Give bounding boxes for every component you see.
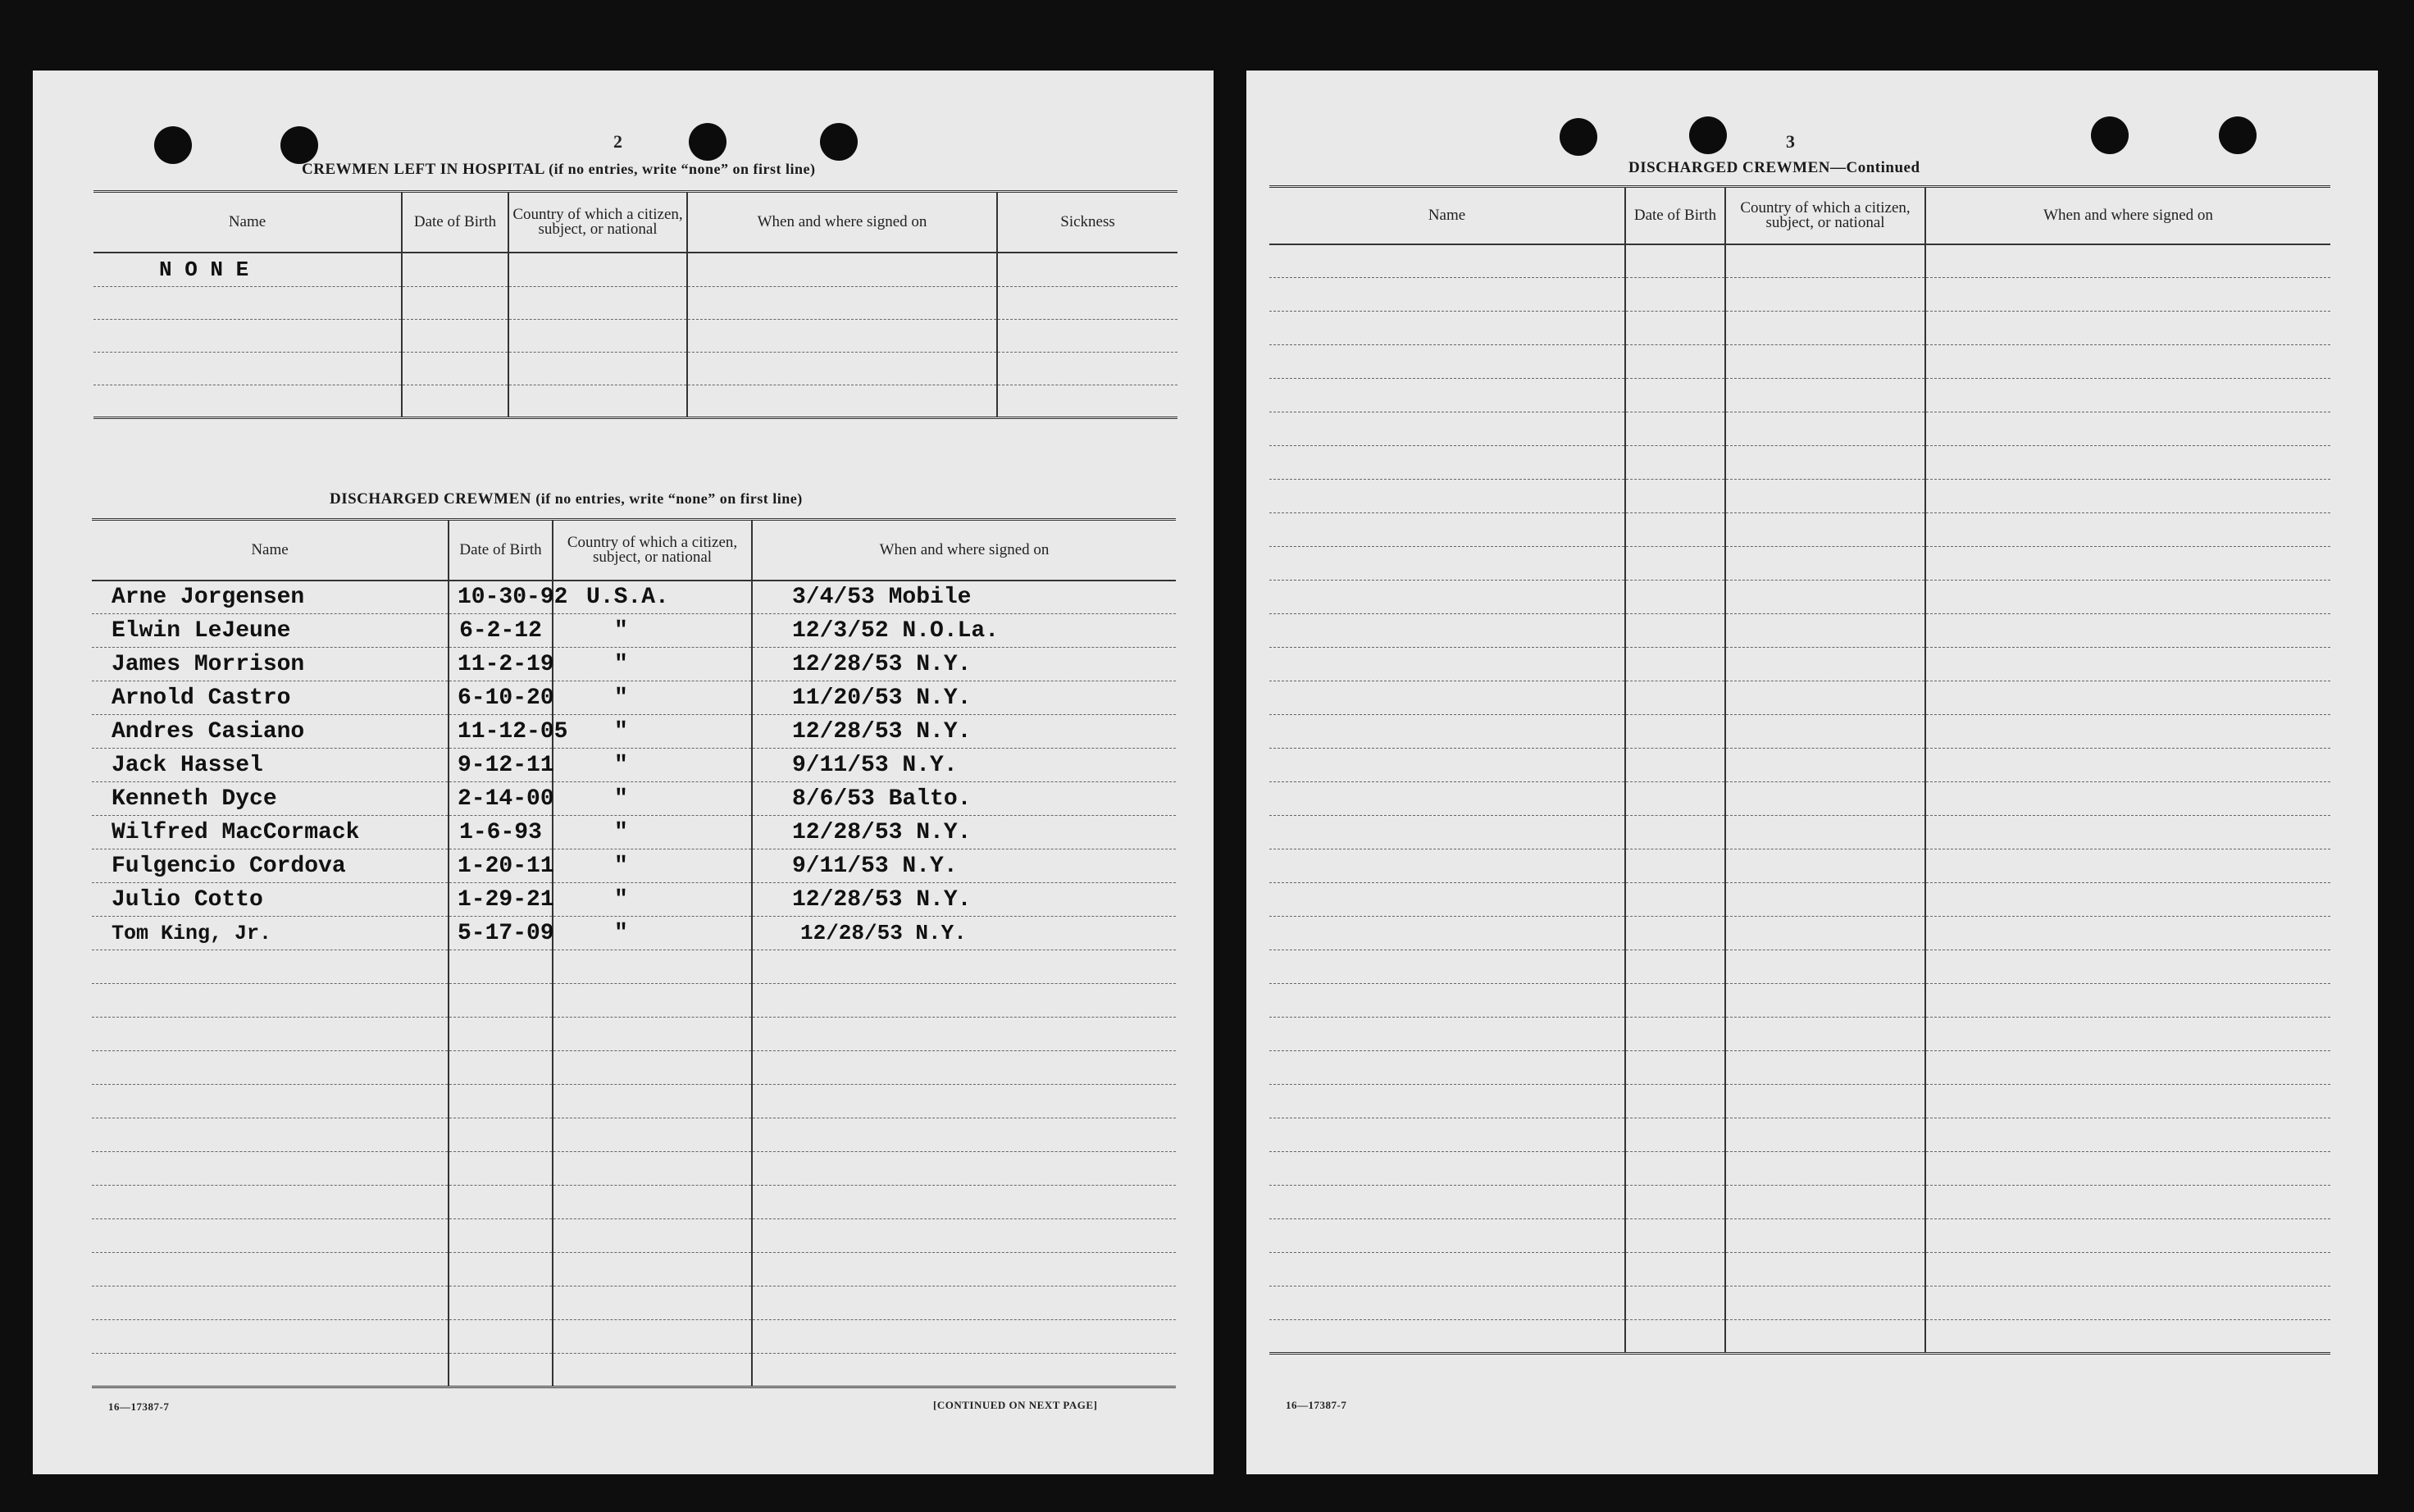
discharged-table [92,518,1176,1388]
table-row [1269,917,2330,950]
crewman-country: " [553,849,752,883]
column-header-dob: Date of Birth [449,520,553,581]
table-row [92,1186,1176,1219]
crewman-signed-on: 12/28/53 N.Y. [752,648,1176,681]
crewman-dob: 1-29-21 [449,883,553,917]
table-row [92,1018,1176,1051]
crewman-dob: 11-12-05 [449,715,553,749]
crewman-dob: 9-12-11 [449,749,553,782]
table-row [92,581,1176,614]
table-row [92,1253,1176,1287]
table-row [1269,1018,2330,1051]
table-row [1269,681,2330,715]
table-row [1269,1219,2330,1253]
table-row [92,1118,1176,1152]
crewman-country: " [553,917,752,950]
table-row [93,320,1177,353]
table-row [92,648,1176,681]
table-row [92,883,1176,917]
table-row [1269,513,2330,547]
table-row [92,816,1176,849]
crewman-signed-on: 12/3/52 N.O.La. [752,614,1176,648]
discharged-title-note: (if no entries, write “none” on first line) [535,490,803,507]
table-row [93,287,1177,320]
table-row [92,715,1176,749]
crewman-country: " [553,614,752,648]
table-row [1269,547,2330,581]
table-row [1269,816,2330,849]
punch-hole [2091,116,2129,154]
punch-hole [280,126,318,164]
column-header-signed-on: When and where signed on [687,192,997,253]
crewman-dob: 6-10-20 [449,681,553,715]
table-row [1269,1152,2330,1186]
punch-hole [2219,116,2257,154]
table-row [92,614,1176,648]
crewman-dob: 1-6-93 [449,816,553,849]
crewman-signed-on: 12/28/53 N.Y. [752,816,1176,849]
table-row [1269,1051,2330,1085]
table-row [1269,480,2330,513]
table-row [93,253,1177,287]
crewman-name: Andres Casiano [92,715,449,749]
column-header-dob: Date of Birth [402,192,508,253]
column-header-country: Country of which a citizen, subject, or national [508,192,687,253]
table-row [1269,446,2330,480]
table-row [1269,379,2330,412]
crewman-name: Fulgencio Cordova [92,849,449,883]
table-row [1269,1253,2330,1287]
table-row [1269,715,2330,749]
table-row [92,749,1176,782]
discharged-continued-title: DISCHARGED CREWMEN—Continued [1628,159,1920,176]
crewman-country: " [553,883,752,917]
table-row [1269,984,2330,1018]
table-row [92,984,1176,1018]
table-row [1269,581,2330,614]
table-row [1269,244,2330,278]
table-row [1269,1186,2330,1219]
punch-hole [689,123,726,161]
table-row [92,681,1176,715]
table-row [92,950,1176,984]
discharged-section-title [330,490,803,508]
table-row [1269,1085,2330,1118]
crewman-signed-on: 8/6/53 Balto. [752,782,1176,816]
crewman-country: U.S.A. [553,581,752,614]
table-row [1269,614,2330,648]
continued-note: [CONTINUED ON NEXT PAGE] [933,1399,1098,1411]
crewman-dob: 2-14-00 [449,782,553,816]
table-row [92,1152,1176,1186]
table-row [93,385,1177,418]
crewman-name: Jack Hassel [92,749,449,782]
hospital-title-note: (if no entries, write “none” on first line) [549,161,816,177]
crewman-country: " [553,648,752,681]
table-row [1269,782,2330,816]
crewman-signed-on: 11/20/53 N.Y. [752,681,1176,715]
column-header-country: Country of which a citizen, subject, or national [1725,187,1925,244]
table-row [1269,849,2330,883]
table-row [92,1051,1176,1085]
column-header-signed-on: When and where signed on [752,520,1176,581]
hospital-none-entry: N O N E [93,253,402,287]
crewman-dob: 5-17-09 [449,917,553,950]
table-row [1269,950,2330,984]
table-row [92,917,1176,950]
table-row [1269,412,2330,446]
hospital-table [93,190,1177,419]
discharged-title-text: DISCHARGED CREWMEN [330,490,531,508]
crewman-signed-on: 9/11/53 N.Y. [752,849,1176,883]
crewman-signed-on: 9/11/53 N.Y. [752,749,1176,782]
column-header-sickness: Sickness [997,192,1177,253]
table-row [1269,1118,2330,1152]
punch-hole [154,126,192,164]
table-row [1269,278,2330,312]
crewman-dob: 11-2-19 [449,648,553,681]
table-row [1269,648,2330,681]
crewman-dob: 6-2-12 [449,614,553,648]
discharged-continued-table [1269,185,2330,1355]
table-row [92,1287,1176,1320]
table-row [92,782,1176,816]
crewman-signed-on: 12/28/53 N.Y. [752,715,1176,749]
table-row [92,1085,1176,1118]
crewman-name: Tom King, Jr. [92,917,449,950]
hospital-title-text: CREWMEN LEFT IN HOSPITAL [302,161,544,178]
column-header-name: Name [1269,187,1625,244]
punch-hole [820,123,858,161]
crewman-country: " [553,782,752,816]
hospital-section-title [302,161,816,179]
crewman-name: Elwin LeJeune [92,614,449,648]
column-header-country: Country of which a citizen, subject, or national [553,520,752,581]
table-row [92,1219,1176,1253]
table-row [1269,312,2330,345]
crewman-name: Kenneth Dyce [92,782,449,816]
page-number: 2 [613,131,622,152]
table-row [1269,749,2330,782]
punch-hole [1689,116,1727,154]
table-row [92,849,1176,883]
crewman-dob: 10-30-92 [449,581,553,614]
crewman-country: " [553,749,752,782]
page-2 [33,71,1214,1474]
table-row [1269,1287,2330,1320]
punch-hole [1560,118,1597,156]
crewman-country: " [553,681,752,715]
form-number: 16—17387-7 [1286,1399,1347,1411]
crewman-name: Arnold Castro [92,681,449,715]
crewman-signed-on: 12/28/53 N.Y. [752,917,1176,950]
crewman-name: James Morrison [92,648,449,681]
crewman-name: Arne Jorgensen [92,581,449,614]
table-row [93,353,1177,385]
form-number: 16—17387-7 [108,1400,170,1413]
crewman-name: Wilfred MacCormack [92,816,449,849]
column-header-signed-on: When and where signed on [1925,187,2330,244]
table-row [1269,883,2330,917]
column-header-name: Name [93,192,402,253]
crewman-country: " [553,816,752,849]
page-number: 3 [1786,131,1795,152]
column-header-dob: Date of Birth [1625,187,1725,244]
table-row [92,1320,1176,1354]
crewman-name: Julio Cotto [92,883,449,917]
table-row [92,1354,1176,1387]
table-row [1269,1320,2330,1354]
page-3 [1246,71,2378,1474]
crewman-signed-on: 12/28/53 N.Y. [752,883,1176,917]
crewman-dob: 1-20-11 [449,849,553,883]
crewman-signed-on: 3/4/53 Mobile [752,581,1176,614]
crewman-country: " [553,715,752,749]
table-row [1269,345,2330,379]
column-header-name: Name [92,520,449,581]
